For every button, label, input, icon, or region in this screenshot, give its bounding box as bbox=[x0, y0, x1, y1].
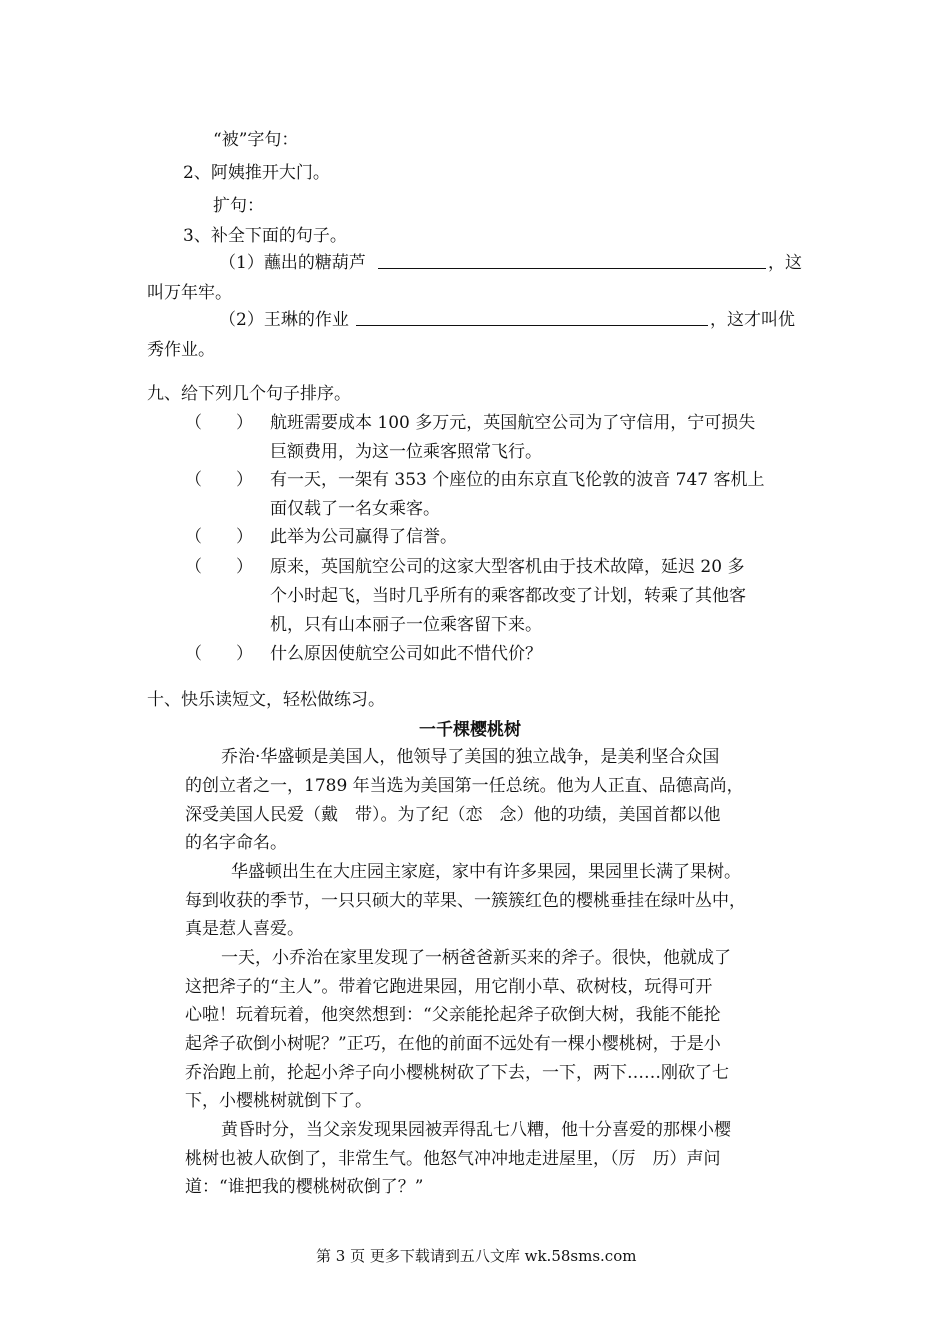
order-item-1-line-2: 巨额费用，为这一位乘客照常飞行。 bbox=[270, 442, 542, 462]
story-p3-line-3: 心啦！玩着玩着，他突然想到：“父亲能抡起斧子砍倒大树，我能不能抡 bbox=[185, 1005, 721, 1025]
order-blank-5[interactable]: （ ） bbox=[185, 644, 253, 664]
story-p2-line-3: 真是惹人喜爱。 bbox=[185, 919, 304, 939]
story-p1-line-4: 的名字命名。 bbox=[185, 833, 287, 853]
order-item-4-line-3: 机，只有山本丽子一位乘客留下来。 bbox=[270, 615, 542, 635]
story-p1-line-1: 乔治·华盛顿是美国人，他领导了美国的独立战争，是美利坚合众国 bbox=[221, 747, 720, 767]
expand-sentence-label: 扩句： bbox=[213, 196, 264, 216]
story-p3-line-6: 下，小樱桃树就倒下了。 bbox=[185, 1091, 372, 1111]
section-10-heading: 十、快乐读短文，轻松做练习。 bbox=[147, 690, 385, 710]
story-p4-line-3: 道：“谁把我的樱桃树砍倒了？” bbox=[185, 1177, 424, 1197]
order-item-2-line-2: 面仅载了一名女乘客。 bbox=[270, 499, 440, 519]
question-2: 2、阿姨推开大门。 bbox=[183, 163, 330, 183]
fill-2-prefix: （2）王琳的作业 bbox=[219, 310, 349, 330]
fill-1-continuation: 叫万年牢。 bbox=[147, 283, 232, 303]
order-item-4-line-1: 原来，英国航空公司的这家大型客机由于技术故障，延迟 20 多 bbox=[270, 557, 745, 577]
story-p1-line-2: 的创立者之一，1789 年当选为美国第一任总统。他为人正直、品德高尚， bbox=[185, 776, 744, 796]
question-3: 3、补全下面的句子。 bbox=[183, 226, 347, 246]
order-blank-3[interactable]: （ ） bbox=[185, 527, 253, 547]
story-p4-line-1: 黄昏时分，当父亲发现果园被弄得乱七八糟，他十分喜爱的那棵小樱 bbox=[221, 1120, 731, 1140]
order-blank-4[interactable]: （ ） bbox=[185, 557, 253, 577]
order-blank-1[interactable]: （ ） bbox=[185, 413, 253, 433]
order-item-1-line-1: 航班需要成本 100 多万元，英国航空公司为了守信用，宁可损失 bbox=[270, 413, 756, 433]
order-item-2-line-1: 有一天，一架有 353 个座位的由东京直飞伦敦的波音 747 客机上 bbox=[270, 470, 765, 490]
story-p2-line-1: 华盛顿出生在大庄园主家庭，家中有许多果园，果园里长满了果树。 bbox=[231, 862, 741, 882]
order-item-3-line-1: 此举为公司赢得了信誉。 bbox=[270, 527, 457, 547]
fill-2-continuation: 秀作业。 bbox=[147, 340, 215, 360]
story-p3-line-2: 这把斧子的“主人”。带着它跑进果园，用它削小草、砍树枝，玩得可开 bbox=[185, 977, 713, 997]
fill-1-suffix: ，这 bbox=[768, 253, 802, 273]
bei-sentence-label: “被”字句： bbox=[213, 130, 299, 150]
story-p2-line-2: 每到收获的季节，一只只硕大的苹果、一簇簇红色的樱桃垂挂在绿叶丛中， bbox=[185, 891, 746, 911]
fill-2-blank[interactable] bbox=[356, 325, 708, 326]
story-p3-line-4: 起斧子砍倒小树呢？”正巧，在他的前面不远处有一棵小樱桃树，于是小 bbox=[185, 1034, 721, 1054]
story-title: 一千棵樱桃树 bbox=[419, 720, 521, 740]
story-p1-line-3: 深受美国人民爱（戴 带）。为了纪（恋 念）他的功绩，美国首都以他 bbox=[185, 805, 721, 825]
order-item-5-line-1: 什么原因使航空公司如此不惜代价？ bbox=[270, 644, 542, 664]
story-p3-line-1: 一天，小乔治在家里发现了一柄爸爸新买来的斧子。很快，他就成了 bbox=[221, 948, 731, 968]
story-p4-line-2: 桃树也被人砍倒了，非常生气。他怒气冲冲地走进屋里，（厉 历）声问 bbox=[185, 1149, 721, 1169]
page-footer: 第 3 页 更多下载请到五八文库 wk.58sms.com bbox=[316, 1247, 637, 1265]
fill-1-prefix: （1）蘸出的糖葫芦 bbox=[219, 253, 366, 273]
order-item-4-line-2: 个小时起飞，当时几乎所有的乘客都改变了计划，转乘了其他客 bbox=[270, 586, 746, 606]
order-blank-2[interactable]: （ ） bbox=[185, 470, 253, 490]
fill-2-suffix: ，这才叫优 bbox=[710, 310, 795, 330]
section-9-heading: 九、给下列几个句子排序。 bbox=[147, 384, 351, 404]
story-p3-line-5: 乔治跑上前，抡起小斧子向小樱桃树砍了下去，一下，两下……刚砍了七 bbox=[185, 1063, 729, 1083]
fill-1-blank[interactable] bbox=[378, 268, 766, 269]
